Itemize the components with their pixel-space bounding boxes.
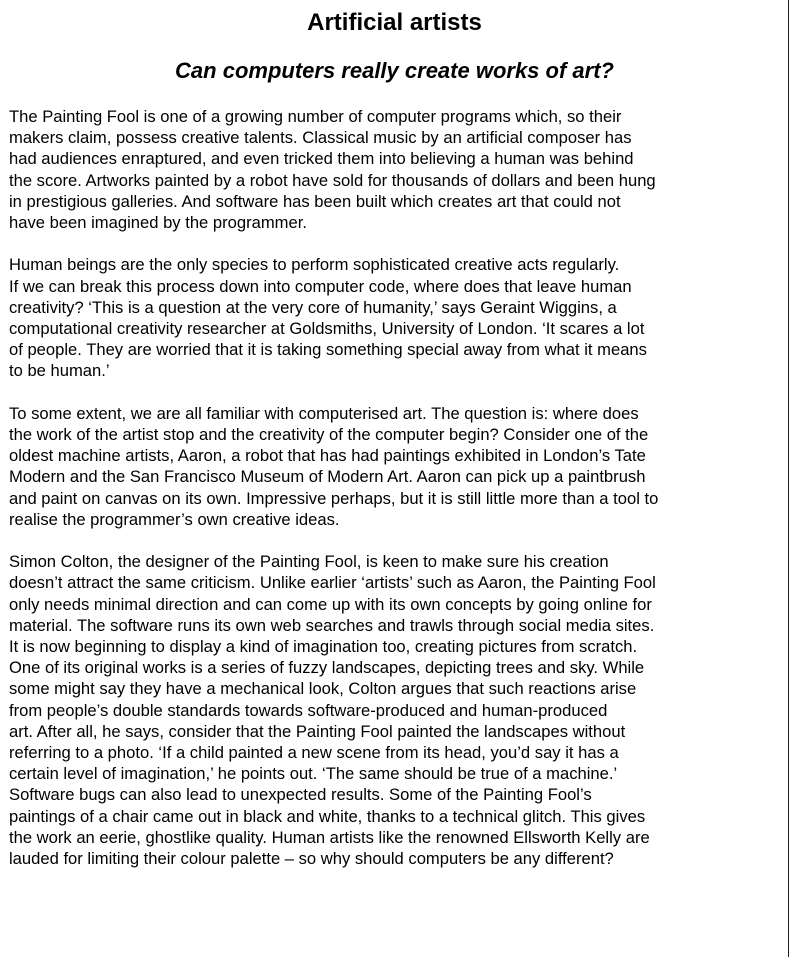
article-body [9, 106, 787, 890]
paragraph-1 [9, 106, 787, 233]
paragraph-3 [9, 403, 787, 530]
text-line: Modern and the San Francisco Museum of Modern Art. Aaron can pick up a paintbrush [9, 467, 646, 487]
text-line: and paint on canvas on its own. Impressive perhaps, but it is still little more than a tool to [9, 488, 659, 508]
text-line: realise the programmer’s own creative ideas. [9, 509, 340, 529]
text-line: the score. Artworks painted by a robot have sold for thousands of dollars and been hung [9, 170, 656, 190]
text-line: Software bugs can also lead to unexpected results. Some of the Painting Fool’s [9, 785, 592, 805]
text-line: of people. They are worried that it is taking something special away from what it means [9, 340, 647, 360]
paragraph-4 [9, 551, 787, 869]
text-line: referring to a photo. ‘If a child painted a new scene from its head, you’d say it has a [9, 743, 619, 763]
text-line: certain level of imagination,’ he points out. ‘The same should be true of a machine.’ [9, 764, 618, 784]
text-line: The Painting Fool is one of a growing number of computer programs which, so their [9, 107, 622, 126]
text-line: computational creativity researcher at Goldsmiths, University of London. ‘It scares a lot [9, 319, 645, 339]
text-line: to be human.’ [9, 361, 110, 381]
text-line: some might say they have a mechanical look, Colton argues that such reactions arise [9, 679, 637, 699]
text-line: lauded for limiting their colour palette – so why should computers be any different? [9, 849, 614, 869]
text-line: from people’s double standards towards software-produced and human-produced [9, 700, 608, 720]
text-line: oldest machine artists, Aaron, a robot that has had paintings exhibited in London’s Tate [9, 446, 646, 466]
text-line: only needs minimal direction and can come up with its own concepts by going online for [9, 594, 652, 614]
article-title: Artificial artists [307, 9, 482, 36]
text-line: It is now beginning to display a kind of imagination too, creating pictures from scratch. [9, 637, 638, 657]
text-line: To some extent, we are all familiar with computerised art. The question is: where does [9, 403, 639, 423]
text-line: the work an eerie, ghostlike quality. Human artists like the renowned Ellsworth Kelly are [9, 827, 650, 847]
text-line: One of its original works is a series of fuzzy landscapes, depicting trees and sky. While [9, 658, 645, 678]
text-line: art. After all, he says, consider that the Painting Fool painted the landscapes without [9, 721, 626, 741]
text-line: If we can break this process down into computer code, where does that leave human [9, 276, 632, 296]
article-subtitle: Can computers really create works of art? [175, 58, 614, 83]
paragraph-2 [9, 254, 787, 381]
text-line: creativity? ‘This is a question at the very core of humanity,’ says Geraint Wiggins, a [9, 297, 617, 317]
text-line: doesn’t attract the same criticism. Unlike earlier ‘artists’ such as Aaron, the Painting Fool [9, 573, 656, 593]
text-line: had audiences enraptured, and even tricked them into believing a human was behind [9, 149, 634, 169]
text-line: material. The software runs its own web searches and trawls through social media sites. [9, 615, 655, 635]
text-line: makers claim, possess creative talents. Classical music by an artificial composer has [9, 128, 632, 148]
text-line: have been imagined by the programmer. [9, 213, 307, 233]
text-line: in prestigious galleries. And software has been built which creates art that could not [9, 191, 621, 211]
text-line: Simon Colton, the designer of the Painting Fool, is keen to make sure his creation [9, 552, 609, 572]
text-line: paintings of a chair came out in black and white, thanks to a technical glitch. This gives [9, 806, 646, 826]
text-line: Human beings are the only species to perform sophisticated creative acts regularly. [9, 255, 620, 275]
text-line: the work of the artist stop and the creativity of the computer begin? Consider one of the [9, 425, 649, 445]
